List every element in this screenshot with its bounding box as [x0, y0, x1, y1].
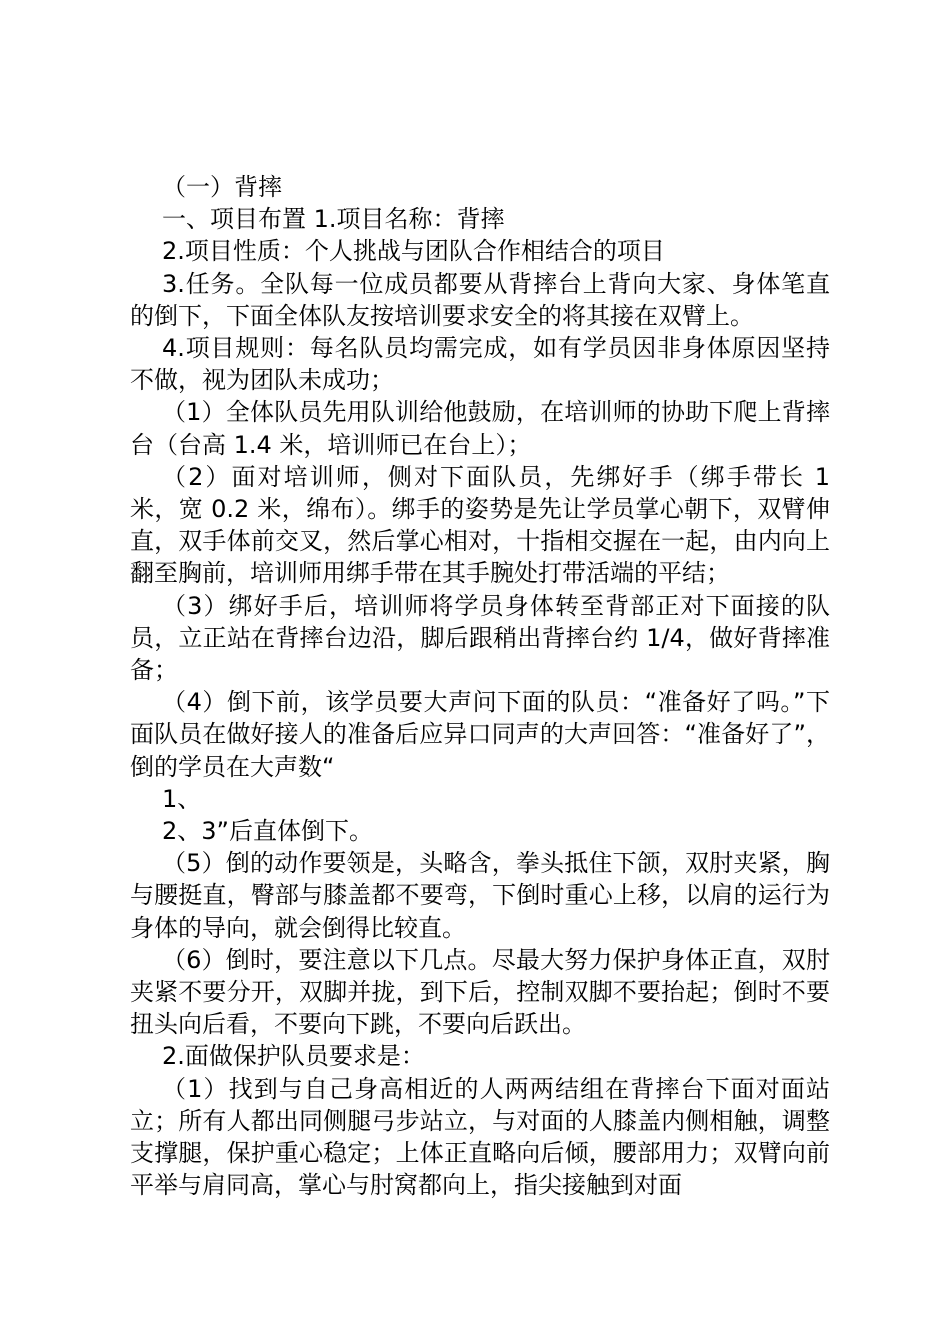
paragraph-task: 3.任务。全队每一位成员都要从背摔台上背向大家、身体笔直的倒下，下面全体队友按培训要求安全的将其接在双臂上。	[130, 269, 830, 330]
section-heading: （一）背摔	[162, 173, 282, 201]
paragraph-rule-6: （6）倒时，要注意以下几点。尽最大努力保护身体正直，双肘夹紧不要分开，双脚并拢，到下后，控制双脚不要抬起；倒时不要扭头向后看，不要向下跳，不要向后跃出。	[130, 945, 830, 1039]
paragraph-item-nature: 2.项目性质：个人挑战与团队合作相结合的项目	[162, 237, 665, 266]
paragraph-count-2: 2、3”后直体倒下。	[162, 817, 373, 846]
paragraph-rule-5: （5）倒的动作要领是，头略含，拳头抵住下颌，双肘夹紧，胸与腰挺直，臀部与膝盖都不要弯，下倒时重心上移，以肩的运行为身体的导向，就会倒得比较直。	[130, 849, 830, 942]
document-body	[130, 171, 830, 1202]
paragraph-count-1: 1、	[162, 784, 202, 813]
paragraph-protection-1: （1）找到与自己身高相近的人两两结组在背摔台下面对面站立；所有人都出同侧腿弓步站立，与对面的人膝盖内侧相触，调整支撑腿，保护重心稳定；上体正直略向后倾，腰部用力；双臂向前平举与肩同高，掌心与肘窝都向上，指尖接触到对面	[130, 1074, 830, 1200]
paragraph-rule-1: （1）全体队员先用队训给他鼓励，在培训师的协助下爬上背摔台（台高 1.4 米，培训师已在台上）；	[130, 398, 830, 459]
paragraph-rule-3: （3）绑好手后，培训师将学员身体转至背部正对下面接的队员，立正站在背摔台边沿，脚后跟稍出背摔台约 1/4，做好背摔准备；	[130, 591, 830, 685]
paragraph-item-name: 一、项目布置 1.项目名称：背摔	[162, 205, 505, 234]
paragraph-rule-2: （2）面对培训师，侧对下面队员，先绑好手（绑手带长 1 米，宽 0.2 米，绵布）。绑手的姿势是先让学员掌心朝下，双臂伸直，双手体前交叉，然后掌心相对，十指相交握在一起，由内向上翻至胸前，培训师用绑手带在其手腕处打带活端的平结；	[130, 462, 830, 588]
paragraph-rule-4: （4）倒下前，该学员要大声问下面的队员：“准备好了吗。”下面队员在做好接人的准备后应异口同声的大声回答：“准备好了”，倒的学员在大声数“	[130, 688, 830, 781]
paragraph-protection-heading: 2.面做保护队员要求是：	[162, 1042, 425, 1071]
paragraph-rules: 4.项目规则：每名队员均需完成，如有学员因非身体原因坚持不做，视为团队未成功；	[130, 334, 830, 395]
